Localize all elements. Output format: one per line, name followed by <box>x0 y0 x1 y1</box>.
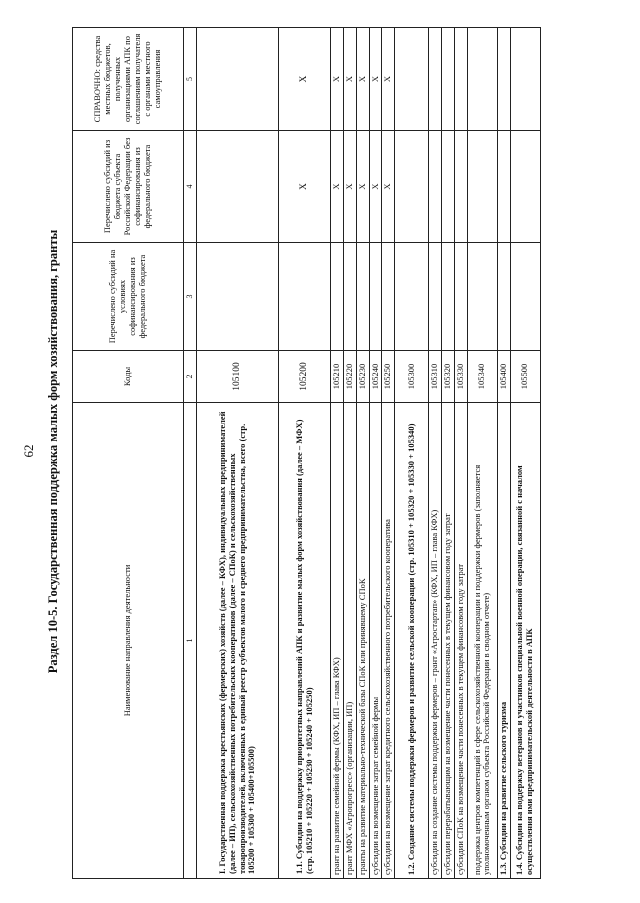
row-name: субсидии на возмещение затрат кредитного сельскохозяйственного потребительского кооператива <box>382 403 395 879</box>
row-code: 105320 <box>442 351 455 403</box>
table-row <box>455 28 468 879</box>
row-name: грант на развитие семейной фермы (КФХ, ИП – глава КФХ) <box>331 403 344 879</box>
subsidy-table <box>72 27 541 879</box>
cell-col5 <box>497 28 510 131</box>
table-row <box>356 28 369 879</box>
column-number: 2 <box>184 351 197 403</box>
cell-col3 <box>343 243 356 351</box>
header-activity-name: Наименование направления деятельности <box>73 403 184 879</box>
cell-col5: X <box>382 28 395 131</box>
cell-col5: X <box>343 28 356 131</box>
cell-col4: X <box>369 131 382 243</box>
cell-col3 <box>455 243 468 351</box>
cell-col3 <box>442 243 455 351</box>
page-number: 62 <box>21 444 36 458</box>
cell-col4: X <box>279 131 331 243</box>
row-code: 105330 <box>455 351 468 403</box>
cell-col5 <box>429 28 442 131</box>
table-header-row <box>73 28 184 879</box>
row-name: 1.2. Создание системы поддержки фермеров и развитие сельской кооперации (стр. 105310 + 105320 + 105330 + 105340) <box>395 403 429 879</box>
column-number: 1 <box>184 403 197 879</box>
cell-col4: X <box>331 131 344 243</box>
table-row <box>382 28 395 879</box>
cell-col4: X <box>382 131 395 243</box>
row-name: 1.4. Субсидии на поддержку ветеранов и участников специальной военной операции, связанной с началом осуществления ими предпринимательской деятельности в АПК <box>510 403 540 879</box>
row-name: субсидии СПоК на возмещение части понесенных в текущем финансовом году затрат <box>455 403 468 879</box>
row-code: 105220 <box>343 351 356 403</box>
header-federal-cofinancing: Перечислено субсидий на условиях софинансирования из федерального бюджета <box>73 243 184 351</box>
row-name: I. Государственная поддержка крестьянских (фермерских) хозяйств (далее – КФХ), индивидуальных предпринимателей (далее – ИП), сельскохозяйственных потребительских кооперативов (далее – СПоК) и сельскохозяйственных товаропроизводителей, включенных в единый реестр субъектов малого и среднего предпринимательства, всего (стр. 105200 + 105300 + 105400+105500) <box>197 403 279 879</box>
cell-col5: X <box>279 28 331 131</box>
row-code: 105100 <box>197 351 279 403</box>
section-title: Раздел 10-5. Государственная поддержка малых форм хозяйствования, гранты <box>46 229 60 674</box>
row-code: 105500 <box>510 351 540 403</box>
table-row <box>197 28 279 879</box>
table-row <box>279 28 331 879</box>
cell-col3 <box>331 243 344 351</box>
cell-col4: X <box>356 131 369 243</box>
cell-col5 <box>395 28 429 131</box>
column-number: 5 <box>184 28 197 131</box>
cell-col3 <box>369 243 382 351</box>
header-codes: Коды <box>73 351 184 403</box>
table-row <box>369 28 382 879</box>
row-code: 105230 <box>356 351 369 403</box>
cell-col5 <box>467 28 497 131</box>
row-code: 105340 <box>467 351 497 403</box>
row-code: 105310 <box>429 351 442 403</box>
cell-col3 <box>497 243 510 351</box>
table-row <box>343 28 356 879</box>
row-code: 105200 <box>279 351 331 403</box>
cell-col4 <box>510 131 540 243</box>
cell-col4 <box>455 131 468 243</box>
cell-col4 <box>442 131 455 243</box>
cell-col5: X <box>356 28 369 131</box>
row-code: 105400 <box>497 351 510 403</box>
row-name: поддержка центров компетенций в сфере сельскохозяйственной кооперации и поддержки фермеров (заполняется уполномоченным органом субъекта Российской Федерации в сводном отчете) <box>467 403 497 879</box>
cell-col4 <box>197 131 279 243</box>
row-code: 105210 <box>331 351 344 403</box>
table-row <box>442 28 455 879</box>
column-number: 3 <box>184 243 197 351</box>
rotated-page-content <box>38 24 623 879</box>
cell-col3 <box>429 243 442 351</box>
table-row <box>510 28 540 879</box>
row-name: субсидии перерабатывающим на возмещение части понесенных в текущем финансовом году затрат <box>442 403 455 879</box>
cell-col3 <box>467 243 497 351</box>
header-local-budget-reference: СПРАВОЧНО: средства местных бюджетов, полученных организациями АПК по соглашениям получателя с органами местного самоуправления <box>73 28 184 131</box>
cell-col5: X <box>369 28 382 131</box>
cell-col3 <box>356 243 369 351</box>
table-row <box>429 28 442 879</box>
cell-col4 <box>467 131 497 243</box>
row-name: гранты на развитие материально-технической базы СПоК или принявшему СПоК <box>356 403 369 879</box>
cell-col4 <box>395 131 429 243</box>
table-row <box>497 28 510 879</box>
cell-col5 <box>197 28 279 131</box>
row-name: субсидии на возмещение затрат семейной фермы <box>369 403 382 879</box>
row-name: 1.3. Субсидии на развитие сельского туризма <box>497 403 510 879</box>
row-name: субсидии на создание системы поддержки фермеров – грант «Агростартап» (КФХ, ИП – глава КФХ) <box>429 403 442 879</box>
cell-col5: X <box>331 28 344 131</box>
table-row <box>331 28 344 879</box>
cell-col3 <box>395 243 429 351</box>
column-number-row <box>184 28 197 879</box>
row-code: 105300 <box>395 351 429 403</box>
cell-col3 <box>382 243 395 351</box>
row-code: 105250 <box>382 351 395 403</box>
cell-col3 <box>197 243 279 351</box>
cell-col5 <box>510 28 540 131</box>
cell-col4: X <box>343 131 356 243</box>
cell-col4 <box>497 131 510 243</box>
cell-col5 <box>455 28 468 131</box>
header-regional-budget: Перечислено субсидий из бюджета субъекта Российской Федерации без софинансирования из федерального бюджета <box>73 131 184 243</box>
cell-col4 <box>429 131 442 243</box>
row-code: 105240 <box>369 351 382 403</box>
column-number: 4 <box>184 131 197 243</box>
row-name: 1.1. Субсидии на поддержку приоритетных направлений АПК и развитие малых форм хозяйствования (далее – МФХ) (стр. 105210 + 105220 + 105230 + 105240 + 105250) <box>279 403 331 879</box>
table-row <box>467 28 497 879</box>
row-name: грант МФХ «Агропрогресс» (организации, ИП) <box>343 403 356 879</box>
cell-col3 <box>279 243 331 351</box>
cell-col5 <box>442 28 455 131</box>
cell-col3 <box>510 243 540 351</box>
table-row <box>395 28 429 879</box>
